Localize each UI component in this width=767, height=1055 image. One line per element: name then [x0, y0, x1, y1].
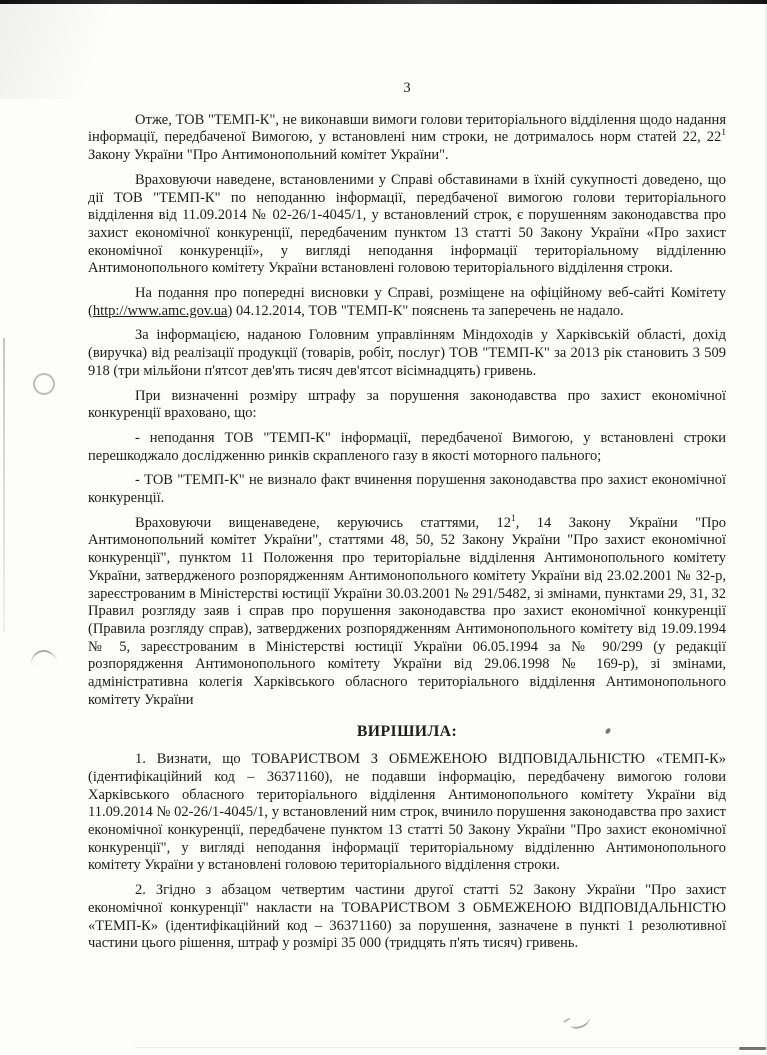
body-paragraph-2: Враховуючи наведене, встановленими у Справі обставинами в їхній сукупності доведено, що дії ТОВ "ТЕМП-К" по неподанню інформації, передбаченої вимогою голови територіального відділення від 11.09.2014 № 02-26/1-4045/1, у встановлений строк, є порушенням законодавства про захист економічної конкуренції, передбаченим пунктом 13 статті 50 Закону України «Про захист економічної конкуренції», у вигляді неподання інформації територіальному відділенню Антимонопольного комітету України встановлені головою територіального відділення строки.: [88, 171, 726, 277]
superscript: 1: [511, 513, 516, 524]
document-body: [88, 80, 726, 960]
website-url: http://www.amc.gov.ua: [92, 302, 228, 319]
paragraph-text: , 14 Закону України "Про Антимонопольний комітет України", статтями 48, 50, 52 Закону України "Про захист економічної конкуренції", пунктом 11 Положення про територіальне відділення Антимонопольного комітету України, затвердженого розпорядженням Антимонопольного комітету України від 23.02.2001 № 32-р, зареєстрованим в Міністерстві юстиції України 30.03.2001 № 291/5482, зі змінами, пунктами 29, 31, 32 Правил розгляду заяв і справ про порушення законодавства про захист економічної конкуренції (Правила розгляду справ), затверджених розпорядженням Антимонопольного комітету від 19.09.1994 № 5, зареєстрованим в Міністерстві юстиції України 06.05.1994 за № 90/299 (у редакції розпорядження Антимонопольного комітету України від 29.06.1998 № 169-р), зі змінами, адміністративна колегія Харківського обласного територіального відділення Антимонопольного комітету України: [88, 514, 726, 708]
paragraph-text: Отже, ТОВ "ТЕМП-К", не виконавши вимоги голови територіального відділення щодо надання інформації, передбаченої Вимогою, у встановлені ним строки, не дотрималось норм статей 22, 22: [88, 111, 726, 146]
page-number: 3: [403, 80, 411, 96]
fine-factor-item-2: - ТОВ "ТЕМП-К" не визнало факт вчинення порушення законодавства про захист економічної конкуренції.: [88, 472, 726, 507]
paragraph-text: Закону України "Про Антимонопольний комітет України".: [88, 147, 449, 164]
body-paragraph-4: За інформацією, наданою Головним управлінням Міндоходів у Харківській області, дохід (виручка) від реалізації продукції (товарів, робіт, послуг) ТОВ "ТЕМП-К" за 2013 рік становить 3 509 918 (три мільйони п'ятсот дев'ять тисяч дев'ятсот вісімнадцять) гривень.: [88, 327, 726, 379]
scan-left-edge-line: [3, 338, 5, 633]
paragraph-text: ) 04.12.2014, ТОВ "ТЕМП-К" пояснень та заперечень не надало.: [227, 302, 624, 319]
body-paragraph-1: [88, 112, 726, 165]
scan-bottom-dash: [739, 1047, 766, 1050]
hole-punch-mark: [31, 371, 57, 397]
scan-bottom-line: [135, 1047, 767, 1048]
decision-item-1: 1. Визнати, що ТОВАРИСТВОМ З ОБМЕЖЕНОЮ ВІДПОВІДАЛЬНІСТЮ «ТЕМП-К» (ідентифікаційний код – 36371160), не подавши інформацію, передбачену вимогою голови Харківського обласного територіального відділення Антимонопольного комітету України від 11.09.2014 № 02-26/1-4045/1, у встановлений ним строк, вчинило порушення законодавства про захист економічної конкуренції, передбачене пунктом 13 статті 50 Закону України "Про захист економічної конкуренції", у вигляді неподання інформації територіальному відділенню Антимонопольного комітету України у встановлені головою територіального відділення строки.: [88, 751, 726, 874]
decision-item-2: 2. Згідно з абзацом четвертим частини другої статті 52 Закону України "Про захист економічної конкуренції" накласти на ТОВАРИСТВОМ З ОБМЕЖЕНОЮ ВІДПОВІДАЛЬНІСТЮ «ТЕМП-К» (ідентифікаційний код – 36371160) за порушення, зазначене в пункті 1 резолютивної частини цього рішення, штраф у розмірі 35 000 (тридцять п'ять тисяч) гривень.: [88, 882, 726, 952]
body-paragraph-3: [88, 285, 726, 320]
decision-heading: ВИРІШИЛА:: [356, 722, 458, 740]
legal-basis-paragraph: [88, 515, 726, 710]
hole-punch-arc-mark: [29, 648, 57, 666]
body-paragraph-5: При визначенні розміру штрафу за порушення законодавства про захист економічної конкуренції враховано, що:: [88, 387, 726, 422]
paragraph-text: На подання про попередні висновки у Справі, розміщене на офіційному веб-сайті Комітету (: [88, 285, 726, 319]
scan-squiggle-mark: [569, 1013, 592, 1030]
superscript: 1: [721, 128, 726, 139]
fine-factor-item-1: - неподання ТОВ "ТЕМП-К" інформації, передбаченої Вимогою, у встановлені строки перешкоджало дослідженню ринків скрапленого газу в якості моторного пального;: [88, 429, 726, 464]
paragraph-text: Враховуючи вищенаведене, керуючись статтями, 12: [135, 514, 511, 531]
